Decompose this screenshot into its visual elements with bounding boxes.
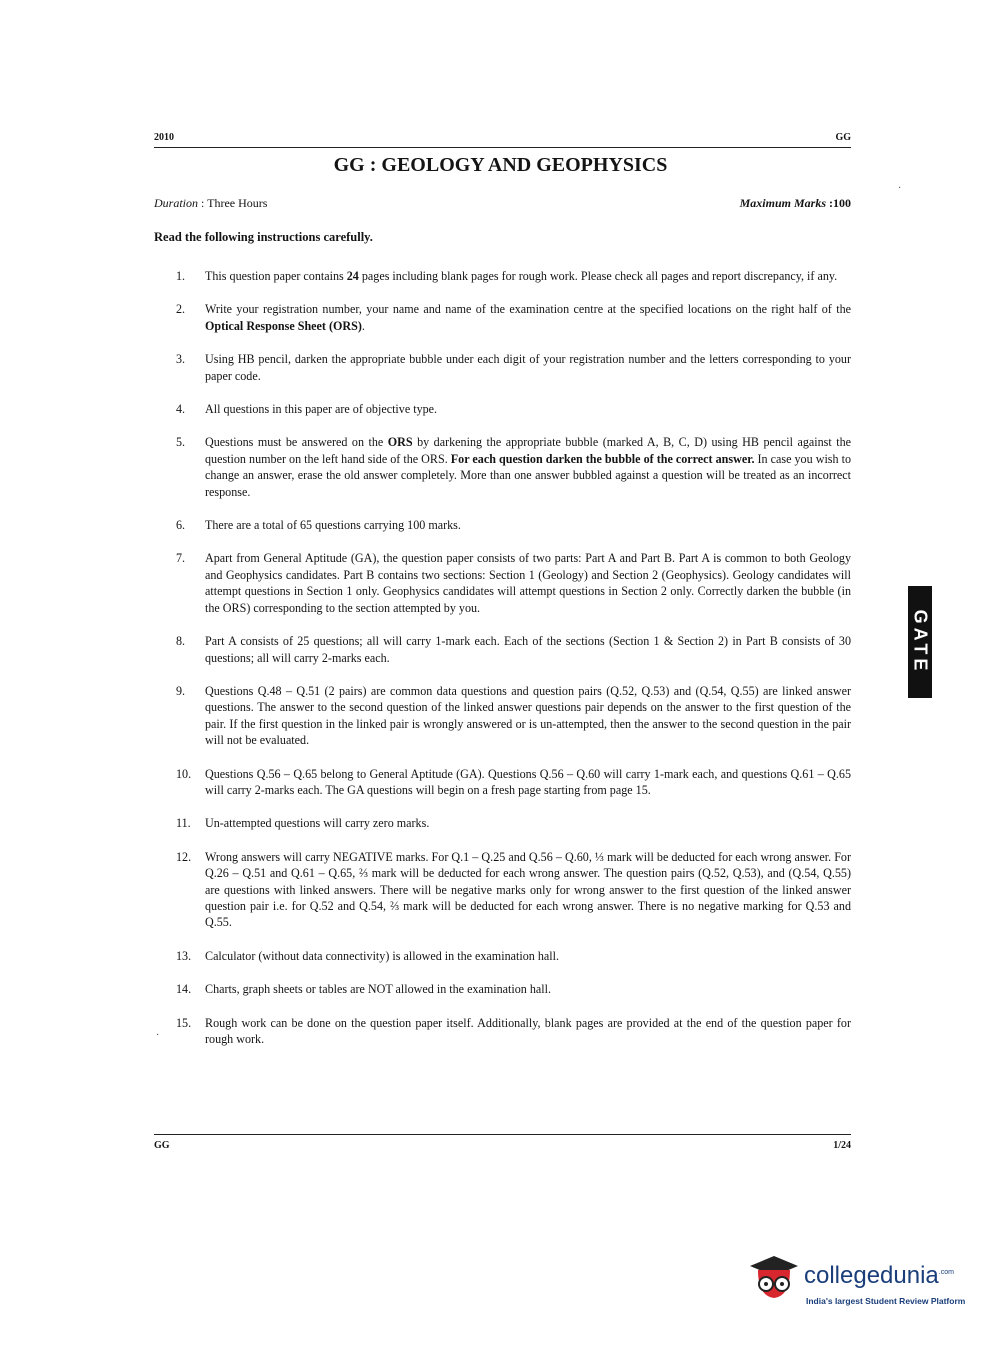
- instruction-text: Questions Q.56 – Q.65 belong to General Aptitude (GA). Questions Q.56 – Q.60 will carry 1-mark each, and questions Q.61 – Q.65 will carry 2-marks each. The GA questions will begin on a fresh page starting from page 15.: [205, 766, 851, 797]
- instruction-number: 5.: [176, 435, 186, 450]
- instruction-text: Questions must be answered on the ORS by darkening the appropriate bubble (marked A, B, C, D) using HB pencil against the question number on the left hand side of the ORS. For each question darken the bubble of the correct answer. In case you wish to change an answer, erase the old answer completely. More than one answer bubbled against a question will be treated as an incorrect response.: [205, 435, 852, 499]
- paper-title: GG : GEOLOGY AND GEOPHYSICS: [333, 154, 668, 176]
- instruction-emphasis: ORS: [387, 435, 413, 450]
- paper-code-bottom: GG: [154, 1140, 170, 1151]
- instruction-number: 15.: [176, 1015, 192, 1030]
- instruction-emphasis: Optical Response Sheet (ORS): [205, 318, 362, 333]
- instruction-number: 9.: [176, 683, 186, 698]
- instruction-item: [176, 550, 851, 616]
- instruction-number: 7.: [176, 551, 186, 566]
- margin-mark: ·: [898, 183, 902, 194]
- instruction-item: [176, 351, 851, 384]
- instruction-text: Charts, graph sheets or tables are NOT allowed in the examination hall.: [205, 982, 552, 997]
- instructions-list: [176, 268, 851, 1064]
- side-tab: [908, 586, 932, 698]
- instruction-number: 1.: [176, 269, 186, 283]
- instruction-item: [176, 401, 851, 417]
- instruction-item: [176, 766, 851, 799]
- instruction-item: [176, 268, 851, 284]
- max-marks-label: Maximum Marks: [739, 196, 826, 210]
- footer-rule: [154, 1134, 851, 1135]
- duration-value: : Three Hours: [198, 196, 268, 210]
- graduate-mascot-icon: [744, 1250, 802, 1308]
- paper-meta: [154, 196, 851, 211]
- instruction-item: [176, 517, 851, 533]
- instruction-text: Part A consists of 25 questions; all will carry 1-mark each. Each of the sections (Section 1 & Section 2) in Part B consists of 30 questions; all will carry 2-marks each.: [205, 634, 851, 665]
- instruction-item: [176, 981, 851, 997]
- page-footer: [154, 1140, 851, 1151]
- page-number: 1/24: [833, 1140, 851, 1151]
- instruction-item: [176, 849, 851, 931]
- instruction-number: 8.: [176, 634, 186, 649]
- instruction-item: [176, 815, 851, 831]
- logo-wordmark: [804, 1262, 954, 1290]
- instruction-text: Un-attempted questions will carry zero marks.: [205, 816, 430, 831]
- instruction-text: There are a total of 65 questions carrying 100 marks.: [205, 518, 461, 533]
- instruction-number: 6.: [176, 518, 186, 533]
- maximum-marks: [740, 196, 851, 211]
- instruction-text: Write your registration number, your name and name of the examination centre at the specified locations on the right half of the Optical Response Sheet (ORS).: [205, 302, 851, 333]
- instruction-text: Questions Q.48 – Q.51 (2 pairs) are common data questions and question pairs (Q.52, Q.53) and (Q.54, Q.55) are linked answer questions. The answer to the second question of the linked answer questions pair depends on the answer to the first question of the pair. If the first question in the linked pair is wrongly answered or is un-attempted, then the answer to the second question in the pair will not be evaluated.: [205, 683, 851, 748]
- margin-mark: ·: [156, 1030, 160, 1041]
- exam-year: 2010: [154, 132, 174, 143]
- instruction-number: 2.: [176, 302, 186, 317]
- instruction-number: 14.: [176, 982, 192, 997]
- instruction-emphasis: 24: [346, 269, 359, 283]
- collegedunia-logo: [744, 1250, 974, 1320]
- instruction-number: 12.: [176, 849, 192, 864]
- logo-tm: .com: [938, 1269, 954, 1276]
- instruction-item: [176, 633, 851, 666]
- instruction-text: Calculator (without data connectivity) is allowed in the examination hall.: [205, 948, 559, 963]
- instructions-heading: Read the following instructions carefully.: [154, 230, 373, 244]
- instruction-item: [176, 1015, 851, 1048]
- instruction-text: Rough work can be done on the question paper itself. Additionally, blank pages are provided at the end of the question paper for rough work.: [205, 1015, 851, 1046]
- instruction-number: 3.: [176, 352, 186, 367]
- paper-code-top: GG: [835, 132, 851, 143]
- logo-tagline: India's largest Student Review Platform: [806, 1296, 966, 1306]
- instruction-number: 4.: [176, 402, 186, 417]
- instruction-item: [176, 948, 851, 964]
- instruction-emphasis: For each question darken the bubble of the correct answer.: [450, 451, 755, 466]
- instruction-text: Apart from General Aptitude (GA), the question paper consists of two parts: Part A and Part B. Part A is common to both Geology and Geophysics candidates. Part B contains two sections: Section 1 (Geology) and Section 2 (Geophysics). Geology candidates will attempt questions in Section 1 only. Geophysics candidates will attempt questions in Section 2 only. Correctly darken the bubble (in the ORS) corresponding to the section attempted by you.: [205, 551, 851, 615]
- header-rule: [154, 147, 851, 148]
- instruction-text: Wrong answers will carry NEGATIVE marks. For Q.1 – Q.25 and Q.56 – Q.60, ⅓ mark will be deducted for each wrong answer. For Q.26 – Q.51 and Q.61 – Q.65, ⅔ mark will be deducted for each wrong answer. The question pairs (Q.52, Q.53), and (Q.54, Q.55) are questions with linked answers. There will be negative marks only for wrong answer to the first question of the linked answer question pair i.e. for Q.52 and Q.54, ⅔ mark will be deducted for each wrong answer. There is no negative marking for Q.53 and Q.55.: [205, 849, 851, 930]
- instruction-item: [176, 434, 851, 500]
- duration-label: Duration: [154, 196, 199, 210]
- instruction-item: [176, 683, 851, 749]
- instruction-item: [176, 301, 851, 334]
- instruction-number: 10.: [176, 766, 192, 781]
- instruction-text: This question paper contains 24 pages including blank pages for rough work. Please check all pages and report discrepancy, if any.: [205, 269, 838, 283]
- page-header: [154, 132, 851, 143]
- instruction-text: Using HB pencil, darken the appropriate bubble under each digit of your registration number and the letters corresponding to your paper code.: [205, 352, 851, 383]
- logo-name: collegedunia: [804, 1262, 939, 1289]
- duration: [154, 196, 267, 211]
- side-tab-text: GATE: [910, 609, 931, 675]
- instruction-number: 11.: [176, 816, 191, 831]
- instruction-number: 13.: [176, 948, 192, 963]
- max-marks-value: :100: [826, 196, 851, 210]
- instruction-text: All questions in this paper are of objective type.: [205, 402, 438, 417]
